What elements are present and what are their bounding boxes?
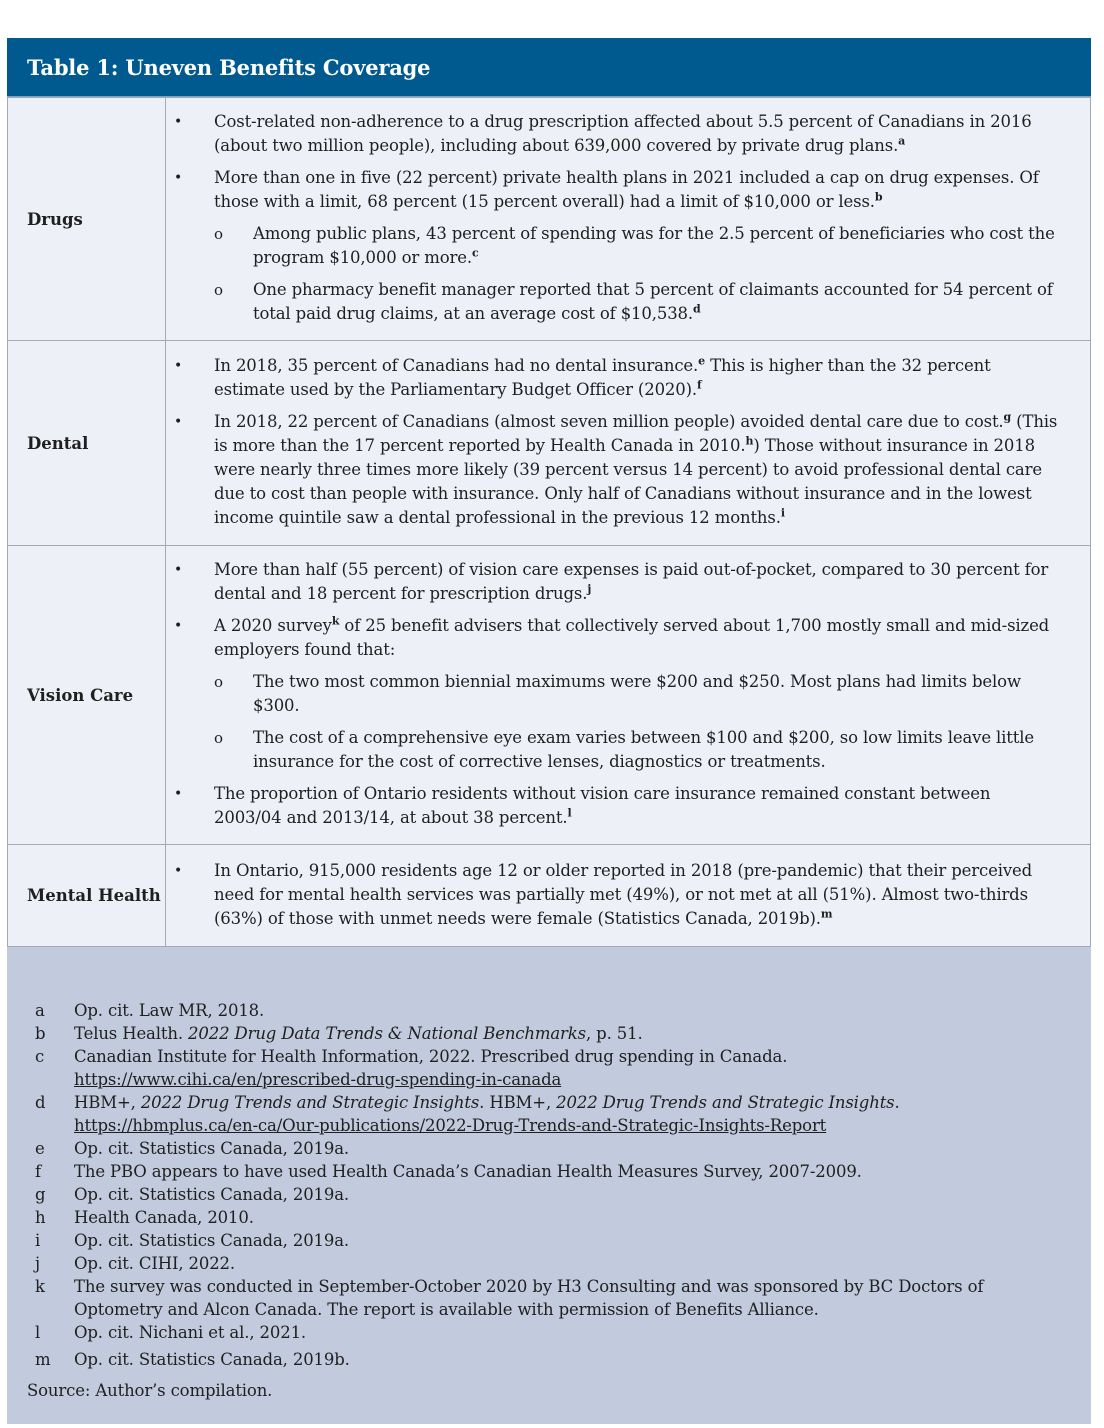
sub-item: o Among public plans, 43 percent of spending was for the 2.5 percent of beneficiaries who cost the program $10,000 or more.$^c$ [166,222,1060,270]
footnote: i Op. cit. Statistics Canada, 2019a. [35,1231,350,1250]
footnote: j Op. cit. CIHI, 2022. [35,1254,235,1273]
footnote: l Op. cit. Nichani et al., 2021. [35,1323,307,1342]
source-note: Source: Author’s compilation. [27,1381,273,1400]
category-cell: Mental Health [8,845,166,947]
table-title: Table 1: Uneven Benefits Coverage [27,54,431,80]
content-cell [166,341,1091,546]
footnote: d HBM+, 2022 Drug Trends and Strategic Insights. HBM+, 2022 Drug Trends and Strategic Insights. https://hbmplus.ca/en-ca/Our-publications/2022-Drug-Trends-and-Strategic-Insights-Report [35,1093,900,1135]
footnote: c Canadian Institute for Health Information, 2022. Prescribed drug spending in Canada. https://www.cihi.ca/en/prescribed-drug-spending-in-canada [35,1047,788,1089]
footnote: e Op. cit. Statistics Canada, 2019a. [35,1139,350,1158]
table-row [8,546,1091,845]
bullet-item: • In Ontario, 915,000 residents age 12 or older reported in 2018 (pre-pandemic) that their perceived need for mental health services was partially met (49%), or not met at all (51%). Almost two-thirds (63%) of those with unmet needs were female (Statistics Canada, 2019b).$^m$ [166,859,1060,931]
table-frame [7,38,1091,1424]
bullet-item: • The proportion of Ontario residents without vision care insurance remained constant between 2003/04 and 2013/14, at about 38 percent.$^l$ [166,782,1060,830]
bullet-item: • A 2020 survey$^k$ of 25 benefit advisers that collectively served about 1,700 mostly small and mid-sized employers found that: [166,614,1060,662]
sub-item: o The cost of a comprehensive eye exam varies between $100 and $200, so low limits leave little insurance for the cost of corrective lenses, diagnostics or treatments. [166,726,1060,774]
footnote: f The PBO appears to have used Health Canada’s Canadian Health Measures Survey, 2007-2009. [35,1162,862,1181]
footnote: k The survey was conducted in September-October 2020 by H3 Consulting and was sponsored by BC Doctors of Optometry and Alcon Canada. The report is available with permission of Benefits Alliance. [35,1277,984,1319]
footnote: b Telus Health. 2022 Drug Data Trends & National Benchmarks, p. 51. [35,1024,643,1043]
footnote: m Op. cit. Statistics Canada, 2019b. [35,1350,350,1369]
content-cell [166,546,1091,845]
bullet-item: • In 2018, 35 percent of Canadians had no dental insurance.$^e$ This is higher than the 32 percent estimate used by the Parliamentary Budget Officer (2020).$^f$ [166,354,1060,402]
sub-item: o The two most common biennial maximums were $200 and $250. Most plans had limits below $300. [166,670,1060,718]
table-title-bar [7,38,1091,97]
bullet-item: • More than half (55 percent) of vision care expenses is paid out-of-pocket, compared to 30 percent for dental and 18 percent for prescription drugs.$^j$ [166,558,1060,606]
bullet-item: • In 2018, 22 percent of Canadians (almost seven million people) avoided dental care due to cost.$^g$ (This is more than the 17 percent reported by Health Canada in 2010.$^h$) Those without insurance in 2018 were nearly three times more likely (39 percent versus 14 percent) to avoid professional dental care due to cost than people with insurance. Only half of Canadians without insurance and in the lowest income quintile saw a dental professional in the previous 12 months.$^i$ [166,410,1060,530]
benefits-table [7,97,1091,947]
table-row [8,845,1091,947]
content-cell [166,845,1091,947]
content-cell [166,98,1091,341]
footnote-link[interactable]: https://www.cihi.ca/en/prescribed-drug-spending-in-canada [74,1070,562,1089]
footnote: h Health Canada, 2010. [35,1208,254,1227]
category-cell: Drugs [8,98,166,341]
category-cell: Dental [8,341,166,546]
table-row [8,341,1091,546]
footnote: a Op. cit. Law MR, 2018. [35,1001,265,1020]
category-cell: Vision Care [8,546,166,845]
sub-item: o One pharmacy benefit manager reported that 5 percent of claimants accounted for 54 percent of total paid drug claims, at an average cost of $10,538.$^d$ [166,278,1060,326]
bullet-item: • Cost-related non-adherence to a drug prescription affected about 5.5 percent of Canadians in 2016 (about two million people), including about 639,000 covered by private drug plans.$^a$ [166,110,1060,158]
footnote-link[interactable]: https://hbmplus.ca/en-ca/Our-publications/2022-Drug-Trends-and-Strategic-Insights-Report [74,1116,827,1135]
table-row [8,98,1091,341]
footnotes [7,947,1091,1402]
bullet-item: • More than one in five (22 percent) private health plans in 2021 included a cap on drug expenses. Of those with a limit, 68 percent (15 percent overall) had a limit of $10,000 or less.$^b$ [166,166,1060,214]
footnote: g Op. cit. Statistics Canada, 2019a. [35,1185,350,1204]
